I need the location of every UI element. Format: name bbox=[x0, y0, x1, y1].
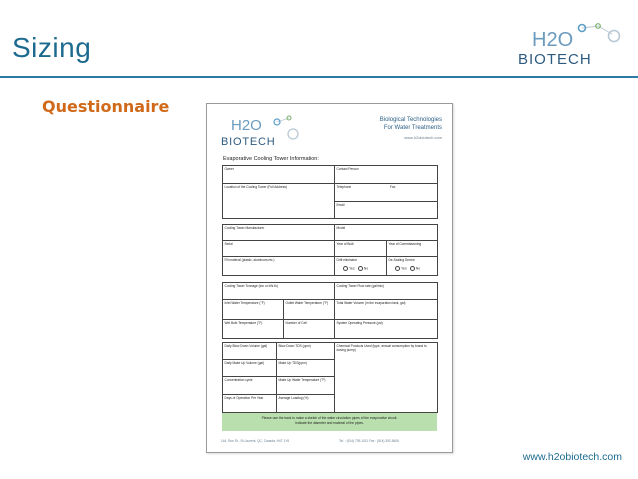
field-chemical-products[interactable] bbox=[334, 342, 438, 413]
label-flow-rate: Cooling Tower Flow rate (gal/min) bbox=[336, 284, 384, 288]
field-tonnage[interactable] bbox=[222, 282, 335, 300]
form-title: Evaporative Cooling Tower Information: bbox=[223, 156, 319, 162]
field-contact-person[interactable] bbox=[334, 165, 438, 184]
radio-yes-descaling[interactable] bbox=[395, 266, 400, 271]
field-total-water-volume[interactable] bbox=[334, 299, 438, 320]
field-location[interactable] bbox=[222, 183, 335, 219]
label-inlet-water-temp: Inlet Water Temperature (°F) bbox=[224, 301, 265, 305]
logo-text-biotech: BIOTECH bbox=[518, 51, 592, 68]
field-owner[interactable] bbox=[222, 165, 335, 184]
slide-subtitle: Questionnaire bbox=[42, 97, 170, 116]
label-fill-material: Fill material (plastic, aluminum,etc.) bbox=[224, 258, 275, 262]
label-makeup-water-temp: Make Up Water Temperature (°F) bbox=[278, 378, 326, 382]
field-email[interactable] bbox=[334, 201, 438, 219]
tagline-line-1: Biological Technologies bbox=[379, 117, 442, 123]
field-blowdown-tds[interactable] bbox=[276, 342, 335, 360]
label-outlet-water-temp: Outlet Water Temperature (°F) bbox=[285, 301, 329, 305]
label-no: No bbox=[363, 266, 369, 271]
title-divider bbox=[0, 76, 638, 78]
footer-contact: Tel. : (514) 739-1011 Fax : (514) 392-8406 bbox=[339, 439, 399, 443]
label-year-built: Year of Built bbox=[336, 242, 354, 246]
document-tagline bbox=[380, 116, 442, 132]
label-concentration-cycle: Concentration cycle bbox=[224, 378, 253, 382]
radio-group-drift-eliminator bbox=[341, 266, 368, 271]
label-contact-person: Contact Person bbox=[336, 167, 359, 171]
label-makeup-volume: Daily Make Up Volume (gal) bbox=[224, 361, 265, 365]
label-number-of-cell: Number of Cell bbox=[285, 321, 307, 325]
label-days-of-operation: Days of Operation Per Year bbox=[224, 396, 264, 400]
field-days-of-operation[interactable] bbox=[222, 394, 277, 413]
label-serial: Serial bbox=[224, 242, 233, 246]
label-no: No bbox=[415, 266, 421, 271]
field-model[interactable] bbox=[334, 224, 438, 241]
radio-no-drift[interactable] bbox=[358, 266, 363, 271]
document-website: www.h2obiotech.com bbox=[404, 135, 442, 140]
label-model: Model bbox=[336, 226, 346, 230]
logo-text-h2o: H2O bbox=[532, 29, 574, 51]
label-tonnage: Cooling Tower Tonnage (ton or kW-th) bbox=[224, 284, 279, 288]
label-blowdown-tds: Blow Down TDS (ppm) bbox=[278, 344, 311, 348]
slide-title: Sizing bbox=[12, 32, 92, 63]
field-year-commissioning[interactable] bbox=[386, 240, 438, 257]
label-year-commissioning: Year of Commissioning bbox=[388, 242, 422, 246]
radio-yes-drift[interactable] bbox=[343, 266, 348, 271]
field-flow-rate[interactable] bbox=[334, 282, 438, 300]
field-drift-eliminator[interactable] bbox=[334, 256, 387, 276]
label-makeup-tds: Make Up TDS(ppm) bbox=[278, 361, 307, 365]
field-number-of-cell[interactable] bbox=[283, 319, 335, 339]
label-blowdown-volume: Daily Blow Down Volume (gal) bbox=[224, 344, 268, 348]
label-de-scaling: De-Scaling Device bbox=[388, 258, 415, 262]
label-owner: Owner bbox=[224, 167, 234, 171]
field-makeup-volume[interactable] bbox=[222, 359, 277, 377]
doc-logo-text-h2o: H2O bbox=[231, 117, 262, 134]
tagline-line-2: For Water Treatments bbox=[383, 125, 442, 131]
questionnaire-document bbox=[206, 103, 453, 453]
label-wet-bulb-temp: Wet Bulb Temperature (°F) bbox=[224, 321, 263, 325]
note-line-1: Please use the back to make a sketch of the water circulation pipes of the evaporative circuit. bbox=[261, 416, 398, 420]
note-line-2: Indicate the diameter and material of the pipes. bbox=[295, 420, 364, 425]
label-email: Email bbox=[336, 203, 345, 207]
field-fill-material[interactable] bbox=[222, 256, 335, 276]
field-year-built[interactable] bbox=[334, 240, 387, 257]
field-average-loading[interactable] bbox=[276, 394, 335, 413]
label-location: Location of the Cooling Tower (Full Address) bbox=[224, 185, 287, 189]
field-outlet-water-temp[interactable] bbox=[283, 299, 335, 320]
label-drift-eliminator: Drift eliminator bbox=[336, 258, 358, 262]
radio-no-descaling[interactable] bbox=[410, 266, 415, 271]
field-blowdown-volume[interactable] bbox=[222, 342, 277, 360]
label-total-water-volume: Total Water Volume (In the evaporation tank, gal) bbox=[336, 301, 406, 305]
label-yes: Yes bbox=[401, 266, 407, 271]
sketch-instructions-note bbox=[222, 413, 437, 431]
field-inlet-water-temp[interactable] bbox=[222, 299, 284, 320]
doc-logo-text-biotech: BIOTECH bbox=[221, 136, 276, 148]
field-telephone[interactable] bbox=[334, 183, 438, 202]
label-chemical-products: Chemical Products Used (type, annual consumption by brand to dosing pump) bbox=[336, 344, 427, 352]
footer-address: 144, Rue St., St-Laurent, QC, Canada, H4T 1Y6 bbox=[221, 439, 290, 443]
label-telephone: Telephone bbox=[336, 185, 352, 189]
label-manufacturer: Cooling Tower Manufacturer bbox=[224, 226, 265, 230]
label-operating-pressure: System Operating Pressure (psi) bbox=[336, 321, 383, 325]
field-serial[interactable] bbox=[222, 240, 335, 257]
field-wet-bulb-temp[interactable] bbox=[222, 319, 284, 339]
field-manufacturer[interactable] bbox=[222, 224, 335, 241]
field-makeup-tds[interactable] bbox=[276, 359, 335, 377]
label-yes: Yes bbox=[349, 266, 355, 271]
label-fax: Fax bbox=[390, 185, 396, 189]
document-logo bbox=[219, 112, 303, 150]
label-average-loading: Average Loading (%) bbox=[278, 396, 309, 400]
footer-website-link[interactable]: www.h2obiotech.com bbox=[522, 451, 622, 463]
field-concentration-cycle[interactable] bbox=[222, 376, 277, 395]
field-makeup-water-temp[interactable] bbox=[276, 376, 335, 395]
field-operating-pressure[interactable] bbox=[334, 319, 438, 339]
field-de-scaling[interactable] bbox=[386, 256, 438, 276]
h2o-biotech-logo bbox=[514, 22, 626, 68]
radio-group-de-scaling bbox=[393, 266, 420, 271]
